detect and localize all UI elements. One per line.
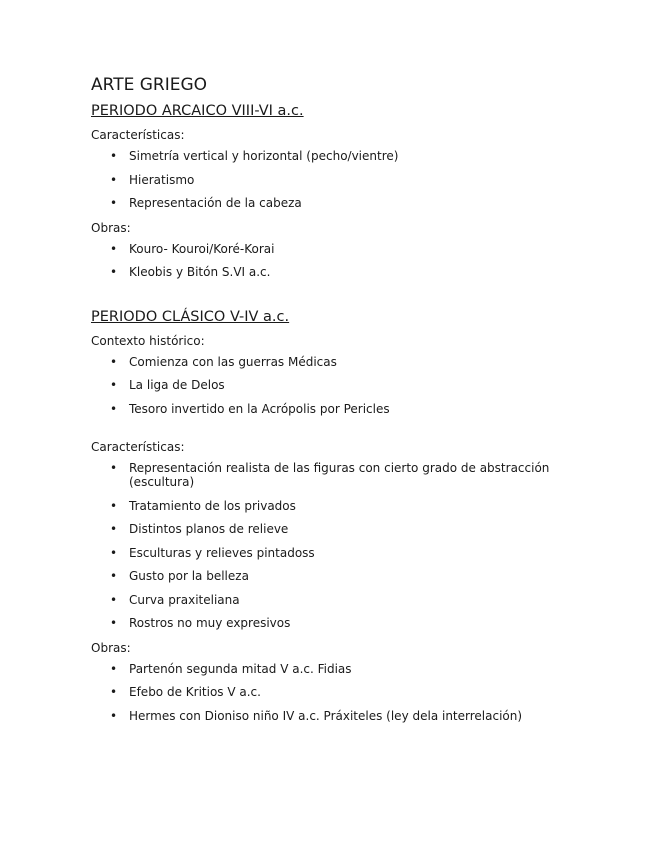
list-item: • Rostros no muy expresivos [110, 616, 291, 630]
list-item: • Tratamiento de los privados [110, 498, 296, 513]
bullet-icon: • [110, 708, 118, 723]
bullet-icon: • [110, 265, 118, 279]
bullet-list-caracteristicas-arcaico [91, 149, 571, 210]
bullet-icon: • [110, 569, 118, 583]
list-item: • Esculturas y relieves pintadoss [110, 545, 315, 560]
list-item: • Gusto por la belleza [110, 569, 249, 583]
bullet-list-contexto-historico [91, 355, 571, 416]
list-item: • Curva praxiteliana [110, 592, 240, 607]
bullet-icon: • [110, 401, 118, 416]
list-item: • Kouro- Kouroi/Koré-Korai [110, 241, 275, 256]
group-label-obras-arcaico: Obras: [91, 220, 131, 235]
bullet-icon: • [110, 522, 118, 536]
list-item: • Comienza con las guerras Médicas [110, 354, 337, 369]
section-heading-clasico: PERIODO CLÁSICO V-IV a.c. [91, 308, 290, 325]
group-label-obras-clasico: Obras: [91, 640, 131, 655]
section-heading-arcaico: PERIODO ARCAICO VIII-VI a.c. [91, 103, 304, 119]
document-title: ARTE GRIEGO [91, 75, 208, 95]
list-item: • Kleobis y Bitón S.VI a.c. [110, 265, 271, 279]
bullet-list-obras-arcaico [91, 242, 571, 280]
bullet-icon: • [110, 685, 118, 699]
list-item: • Tesoro invertido en la Acrópolis por Pericles [110, 401, 390, 416]
list-item: • Hermes con Dioniso niño IV a.c. Práxiteles (ley dela interrelación) [110, 708, 523, 723]
group-label-contexto-historico: Contexto histórico: [91, 333, 205, 348]
bullet-icon: • [110, 616, 118, 630]
bullet-list-caracteristicas-clasico [91, 461, 571, 630]
list-item: • Efebo de Kritios V a.c. [110, 685, 261, 699]
bullet-icon: • [110, 545, 118, 560]
bullet-icon: • [110, 498, 118, 513]
bullet-icon: • [110, 241, 118, 256]
list-item: • Representación realista de las figuras con cierto grado de abstracción (escultura) [110, 461, 550, 489]
list-item: • Hieratismo [110, 172, 195, 187]
list-item: • Distintos planos de relieve [110, 522, 289, 536]
list-item: • La liga de Delos [110, 378, 225, 392]
bullet-list-obras-clasico [91, 662, 571, 723]
list-item: • Simetría vertical y horizontal (pecho/vientre) [110, 149, 399, 163]
group-label-caracteristicas-clasico: Características: [91, 440, 185, 454]
bullet-icon: • [110, 149, 118, 163]
list-item: • Partenón segunda mitad V a.c. Fidias [110, 661, 352, 676]
bullet-icon: • [110, 661, 118, 676]
bullet-icon: • [110, 592, 118, 607]
group-label-caracteristicas-arcaico: Características: [91, 128, 185, 142]
bullet-icon: • [110, 196, 118, 210]
bullet-icon: • [110, 354, 118, 369]
bullet-icon: • [110, 461, 118, 475]
document-page [91, 74, 571, 732]
list-item: • Representación de la cabeza [110, 196, 302, 210]
bullet-icon: • [110, 378, 118, 392]
bullet-icon: • [110, 172, 118, 187]
